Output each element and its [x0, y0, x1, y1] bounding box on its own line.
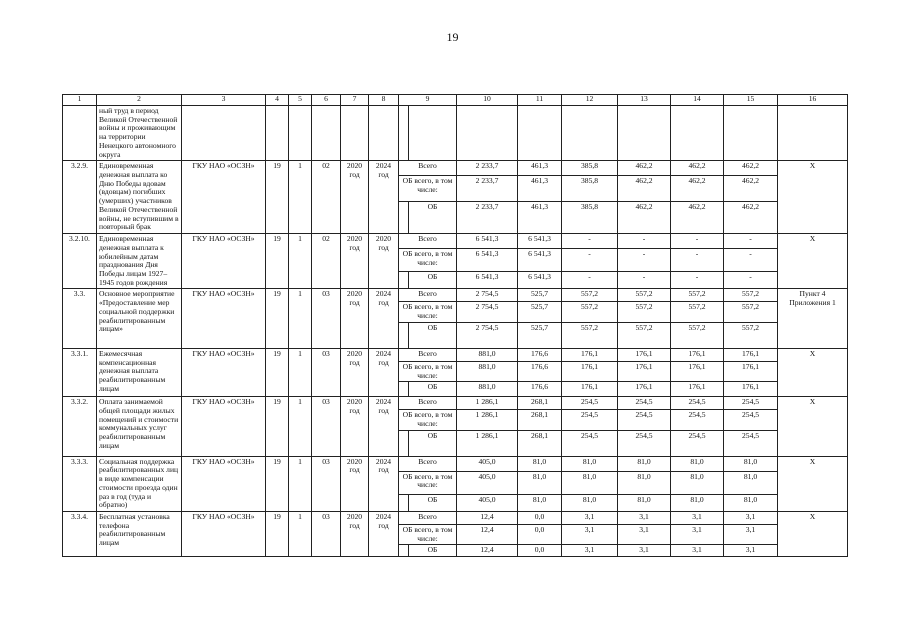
cell-c8: 2024 год	[369, 456, 399, 511]
cell-value-11: 0,0	[518, 525, 562, 545]
cell-value-15: 557,2	[724, 302, 778, 322]
cell-c7: 2020 год	[341, 512, 369, 557]
cell-value-10: 12,4	[457, 545, 518, 557]
cell-c9b	[409, 106, 457, 161]
header-cell-15: 15	[724, 95, 778, 106]
header-cell-13: 13	[618, 95, 671, 106]
cell-executor: ГКУ НАО «ОСЗН»	[182, 289, 266, 348]
header-row	[63, 95, 848, 106]
cell-c8: 2024 год	[369, 161, 399, 234]
cell-c4	[266, 106, 289, 161]
cell-value-14: 3,1	[671, 545, 724, 557]
cell-value-12: 3,1	[562, 512, 618, 525]
cell-source-label: ОБ	[409, 430, 457, 456]
cell-c5: 1	[289, 348, 312, 396]
cell-value-13: 3,1	[618, 545, 671, 557]
cell-c6: 03	[312, 512, 341, 557]
cell-source-label: Всего	[399, 512, 457, 525]
cell-num: 3.3.1.	[63, 348, 97, 396]
cell-name: Единовременная денежная выплата ко Дню Победы вдовам (вдовцам) погибших (умерших) участников Великой Отечественной войны, не вступившим в повторный брак	[97, 161, 182, 234]
cell-num: 3.2.10.	[63, 234, 97, 289]
cell-value-12: 81,0	[562, 471, 618, 494]
cell-value-13: 462,2	[618, 176, 671, 201]
cell-source-label: ОБ	[409, 322, 457, 348]
cell-source-label: ОБ	[409, 272, 457, 289]
cell-value-15: 462,2	[724, 161, 778, 176]
cell-value-11: 525,7	[518, 302, 562, 322]
cell-c6: 03	[312, 289, 341, 348]
cell-value-14: 176,1	[671, 361, 724, 381]
cell-value-12: 254,5	[562, 410, 618, 430]
cell-c7	[341, 106, 369, 161]
cell-value-11: 6 541,3	[518, 248, 562, 271]
cell-source-label: ОБ всего, в том числе:	[399, 471, 457, 494]
cell-value-10: 1 286,1	[457, 397, 518, 410]
cell-c4: 19	[266, 161, 289, 234]
cell-executor	[182, 106, 266, 161]
cell-value-12: 385,8	[562, 161, 618, 176]
header-cell-5: 5	[289, 95, 312, 106]
cell-value-14: 81,0	[671, 471, 724, 494]
cell-value-14: 557,2	[671, 302, 724, 322]
cell-value-11: 268,1	[518, 410, 562, 430]
cell-c14	[671, 106, 724, 161]
cell-value-11: 176,6	[518, 382, 562, 397]
cell-c7: 2020 год	[341, 456, 369, 511]
cell-name: Ежемесячная компенсационная денежная выплата реабилитированным лицам	[97, 348, 182, 396]
cell-value-13: 3,1	[618, 525, 671, 545]
cell-value-15: 3,1	[724, 545, 778, 557]
cell-value-13: 254,5	[618, 397, 671, 410]
cell-value-11: 0,0	[518, 512, 562, 525]
cell-c16: X	[778, 456, 848, 511]
cell-c4: 19	[266, 348, 289, 396]
cell-c5: 1	[289, 397, 312, 456]
cell-source-label: Всего	[399, 161, 457, 176]
cell-spacer	[399, 382, 409, 397]
cell-c9a	[399, 106, 409, 161]
cell-name: Социальная поддержка реабилитированных лиц в виде компенсации стоимости проезда один раз в год (туда и обратно)	[97, 456, 182, 511]
cell-value-12: -	[562, 272, 618, 289]
header-cell-3: 3	[182, 95, 266, 106]
cell-value-12: 176,1	[562, 348, 618, 361]
cell-value-13: 254,5	[618, 410, 671, 430]
cell-c8: 2024 год	[369, 289, 399, 348]
cell-c16: X	[778, 161, 848, 234]
cell-name: Основное мероприятие «Предоставление мер социальной поддержки реабилитированным лицам»	[97, 289, 182, 348]
cell-value-14: 3,1	[671, 512, 724, 525]
cell-c7: 2020 год	[341, 234, 369, 289]
cell-spacer	[399, 322, 409, 348]
cell-c16	[778, 106, 848, 161]
cell-spacer	[399, 272, 409, 289]
cell-c8: 2020 год	[369, 234, 399, 289]
cell-value-14: 254,5	[671, 410, 724, 430]
cell-c5: 1	[289, 289, 312, 348]
cell-value-13: 81,0	[618, 456, 671, 471]
cell-source-label: Всего	[399, 397, 457, 410]
cell-value-10: 2 754,5	[457, 322, 518, 348]
cell-value-12: 176,1	[562, 361, 618, 381]
cell-value-15: 254,5	[724, 397, 778, 410]
cell-value-14: 254,5	[671, 430, 724, 456]
cell-value-12: 557,2	[562, 289, 618, 302]
header-cell-8: 8	[369, 95, 399, 106]
header-cell-2: 2	[97, 95, 182, 106]
cell-source-label: ОБ	[409, 201, 457, 233]
cell-executor: ГКУ НАО «ОСЗН»	[182, 512, 266, 557]
cell-value-10: 12,4	[457, 512, 518, 525]
cell-value-10: 6 541,3	[457, 272, 518, 289]
cell-value-10: 2 754,5	[457, 302, 518, 322]
cell-value-10: 405,0	[457, 471, 518, 494]
cell-value-14: 176,1	[671, 382, 724, 397]
header-cell-16: 16	[778, 95, 848, 106]
cell-value-15: 176,1	[724, 348, 778, 361]
cell-source-label: ОБ всего, в том числе:	[399, 176, 457, 201]
cell-num: 3.3.	[63, 289, 97, 348]
cell-c6: 03	[312, 397, 341, 456]
cell-c4: 19	[266, 289, 289, 348]
cell-value-15: -	[724, 248, 778, 271]
cell-source-label: ОБ всего, в том числе:	[399, 410, 457, 430]
cell-value-12: -	[562, 234, 618, 249]
cell-name: Бесплатная установка телефона реабилитированным лицам	[97, 512, 182, 557]
cell-value-15: -	[724, 272, 778, 289]
cell-value-15: 3,1	[724, 512, 778, 525]
cell-value-13: 557,2	[618, 289, 671, 302]
cell-value-12: 385,8	[562, 176, 618, 201]
cell-value-14: 462,2	[671, 161, 724, 176]
cell-source-label: ОБ всего, в том числе:	[399, 302, 457, 322]
cell-spacer	[399, 494, 409, 511]
cell-value-13: -	[618, 234, 671, 249]
cell-num: 3.2.9.	[63, 161, 97, 234]
cell-c7: 2020 год	[341, 397, 369, 456]
cell-value-10: 881,0	[457, 348, 518, 361]
cell-source-label: Всего	[399, 234, 457, 249]
cell-value-15: 557,2	[724, 289, 778, 302]
cell-executor: ГКУ НАО «ОСЗН»	[182, 397, 266, 456]
cell-value-14: 81,0	[671, 456, 724, 471]
cell-executor: ГКУ НАО «ОСЗН»	[182, 348, 266, 396]
cell-value-14: 3,1	[671, 525, 724, 545]
cell-value-10: 6 541,3	[457, 248, 518, 271]
cell-value-12: 557,2	[562, 322, 618, 348]
cell-c10	[457, 106, 518, 161]
cell-executor: ГКУ НАО «ОСЗН»	[182, 456, 266, 511]
cell-value-14: 462,2	[671, 176, 724, 201]
cell-value-13: -	[618, 272, 671, 289]
cell-name: Оплата занимаемой общей площади жилых помещений и стоимости коммунальных услуг реабилитированным лицам	[97, 397, 182, 456]
cell-c5: 1	[289, 161, 312, 234]
cell-value-10: 2 754,5	[457, 289, 518, 302]
cell-value-12: 81,0	[562, 494, 618, 511]
cell-num: 3.3.4.	[63, 512, 97, 557]
cell-value-12: 385,8	[562, 201, 618, 233]
cell-c8	[369, 106, 399, 161]
cell-c6: 03	[312, 348, 341, 396]
cell-value-11: 81,0	[518, 494, 562, 511]
cell-value-10: 1 286,1	[457, 430, 518, 456]
cell-value-11: 268,1	[518, 397, 562, 410]
continuation-row	[63, 106, 848, 161]
cell-value-11: 81,0	[518, 471, 562, 494]
cell-value-13: 254,5	[618, 430, 671, 456]
cell-spacer	[399, 201, 409, 233]
cell-num	[63, 106, 97, 161]
cell-c11	[518, 106, 562, 161]
cell-c5	[289, 106, 312, 161]
cell-source-label: ОБ всего, в том числе:	[399, 525, 457, 545]
cell-c15	[724, 106, 778, 161]
cell-value-12: 81,0	[562, 456, 618, 471]
cell-value-12: 557,2	[562, 302, 618, 322]
cell-value-11: 176,6	[518, 348, 562, 361]
cell-value-11: 268,1	[518, 430, 562, 456]
cell-value-14: 462,2	[671, 201, 724, 233]
cell-value-15: 81,0	[724, 456, 778, 471]
cell-value-12: -	[562, 248, 618, 271]
cell-value-11: 176,6	[518, 361, 562, 381]
cell-value-14: 81,0	[671, 494, 724, 511]
cell-value-12: 254,5	[562, 397, 618, 410]
cell-value-13: 176,1	[618, 348, 671, 361]
cell-c4: 19	[266, 234, 289, 289]
cell-c16: X	[778, 234, 848, 289]
cell-value-11: 6 541,3	[518, 272, 562, 289]
cell-value-13: 81,0	[618, 494, 671, 511]
cell-source-label: ОБ всего, в том числе:	[399, 248, 457, 271]
cell-value-15: 462,2	[724, 176, 778, 201]
table-row	[63, 456, 848, 471]
table-row	[63, 234, 848, 249]
cell-value-10: 2 233,7	[457, 161, 518, 176]
cell-value-11: 6 541,3	[518, 234, 562, 249]
cell-c8: 2024 год	[369, 512, 399, 557]
cell-value-11: 525,7	[518, 322, 562, 348]
cell-c13	[618, 106, 671, 161]
cell-c4: 19	[266, 512, 289, 557]
cell-source-label: Всего	[399, 456, 457, 471]
cell-value-13: 462,2	[618, 201, 671, 233]
table-row	[63, 397, 848, 410]
cell-value-14: -	[671, 234, 724, 249]
cell-value-10: 6 541,3	[457, 234, 518, 249]
cell-c5: 1	[289, 456, 312, 511]
cell-source-label: Всего	[399, 348, 457, 361]
cell-c4: 19	[266, 456, 289, 511]
cell-c7: 2020 год	[341, 161, 369, 234]
cell-value-14: 176,1	[671, 348, 724, 361]
cell-value-14: -	[671, 248, 724, 271]
cell-source-label: ОБ	[409, 545, 457, 557]
cell-value-11: 0,0	[518, 545, 562, 557]
table-row	[63, 348, 848, 361]
cell-source-label: ОБ всего, в том числе:	[399, 361, 457, 381]
cell-c16: X	[778, 512, 848, 557]
cell-source-label: ОБ	[409, 382, 457, 397]
header-cell-7: 7	[341, 95, 369, 106]
cell-value-13: 176,1	[618, 361, 671, 381]
header-cell-6: 6	[312, 95, 341, 106]
header-cell-12: 12	[562, 95, 618, 106]
cell-value-13: 557,2	[618, 322, 671, 348]
cell-value-15: 81,0	[724, 494, 778, 511]
cell-value-12: 176,1	[562, 382, 618, 397]
cell-value-10: 405,0	[457, 494, 518, 511]
cell-c6: 02	[312, 234, 341, 289]
cell-c16: X	[778, 348, 848, 396]
cell-value-14: 557,2	[671, 289, 724, 302]
cell-value-13: 557,2	[618, 302, 671, 322]
table-row	[63, 161, 848, 176]
cell-c16: Пункт 4 Приложения 1	[778, 289, 848, 348]
header-cell-11: 11	[518, 95, 562, 106]
cell-c12	[562, 106, 618, 161]
cell-value-13: -	[618, 248, 671, 271]
cell-value-10: 881,0	[457, 361, 518, 381]
cell-value-14: 557,2	[671, 322, 724, 348]
page-number: 19	[446, 30, 459, 44]
cell-executor: ГКУ НАО «ОСЗН»	[182, 161, 266, 234]
cell-value-10: 881,0	[457, 382, 518, 397]
cell-value-15: -	[724, 234, 778, 249]
cell-c16: X	[778, 397, 848, 456]
cell-c7: 2020 год	[341, 289, 369, 348]
cell-spacer	[399, 430, 409, 456]
cell-value-15: 176,1	[724, 361, 778, 381]
cell-c5: 1	[289, 512, 312, 557]
cell-value-15: 254,5	[724, 410, 778, 430]
cell-num: 3.3.2.	[63, 397, 97, 456]
cell-value-13: 462,2	[618, 161, 671, 176]
table-row	[63, 289, 848, 302]
cell-value-13: 81,0	[618, 471, 671, 494]
program-table	[62, 94, 848, 557]
cell-c6: 03	[312, 456, 341, 511]
cell-value-11: 461,3	[518, 176, 562, 201]
cell-value-15: 254,5	[724, 430, 778, 456]
cell-value-12: 3,1	[562, 545, 618, 557]
header-cell-9: 9	[399, 95, 457, 106]
header-cell-4: 4	[266, 95, 289, 106]
cell-executor: ГКУ НАО «ОСЗН»	[182, 234, 266, 289]
cell-name: Единовременная денежная выплата к юбилейным датам празднования Дня Победы лицам 1927–1945 годов рождения	[97, 234, 182, 289]
cell-value-15: 557,2	[724, 322, 778, 348]
cell-value-10: 405,0	[457, 456, 518, 471]
cell-c6	[312, 106, 341, 161]
cell-value-14: -	[671, 272, 724, 289]
cell-value-15: 176,1	[724, 382, 778, 397]
cell-name: ный труд в период Великой Отечественной войны и проживающим на территории Ненецкого автономного округа	[97, 106, 182, 161]
header-cell-1: 1	[63, 95, 97, 106]
cell-c8: 2024 год	[369, 348, 399, 396]
cell-c7: 2020 год	[341, 348, 369, 396]
cell-value-10: 12,4	[457, 525, 518, 545]
cell-value-13: 3,1	[618, 512, 671, 525]
cell-num: 3.3.3.	[63, 456, 97, 511]
cell-value-11: 461,3	[518, 201, 562, 233]
cell-c8: 2024 год	[369, 397, 399, 456]
cell-source-label: Всего	[399, 289, 457, 302]
cell-value-15: 462,2	[724, 201, 778, 233]
table-row	[63, 512, 848, 525]
cell-value-12: 3,1	[562, 525, 618, 545]
cell-value-11: 525,7	[518, 289, 562, 302]
header-cell-10: 10	[457, 95, 518, 106]
cell-value-13: 176,1	[618, 382, 671, 397]
header-cell-14: 14	[671, 95, 724, 106]
cell-value-14: 254,5	[671, 397, 724, 410]
cell-value-11: 81,0	[518, 456, 562, 471]
cell-value-10: 1 286,1	[457, 410, 518, 430]
cell-c5: 1	[289, 234, 312, 289]
cell-value-15: 3,1	[724, 525, 778, 545]
cell-value-11: 461,3	[518, 161, 562, 176]
cell-source-label: ОБ	[409, 494, 457, 511]
cell-c4: 19	[266, 397, 289, 456]
cell-value-12: 254,5	[562, 430, 618, 456]
cell-spacer	[399, 545, 409, 557]
cell-c6: 02	[312, 161, 341, 234]
cell-value-10: 2 233,7	[457, 201, 518, 233]
cell-value-10: 2 233,7	[457, 176, 518, 201]
cell-value-15: 81,0	[724, 471, 778, 494]
